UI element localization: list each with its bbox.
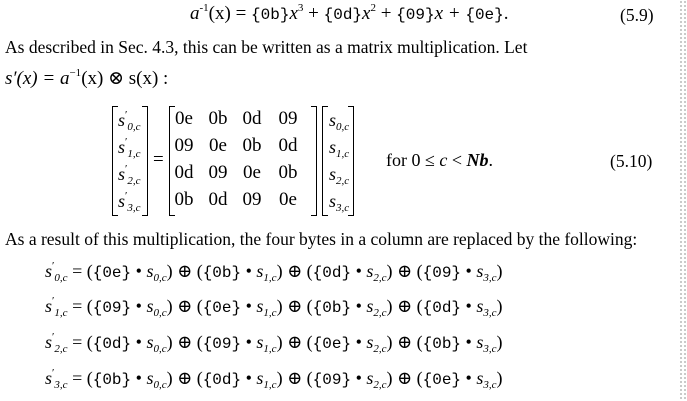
state-symbol: s [366,296,374,316]
lhs-vector-right-bracket [142,106,148,216]
matrix-cell: 0e [175,108,193,129]
open-paren: ( [86,261,93,281]
coefficient: {0b} [92,371,132,389]
eq59-plus-1: + [308,3,319,24]
result-equals: = [72,368,83,388]
close-paren: ) [166,368,173,388]
open-paren: ( [196,332,203,352]
result-lhs-prime: ′ [52,331,55,343]
open-paren: ( [416,368,423,388]
paragraph-matrix-intro: As described in Sec. 4.3, this can be written as a matrix multiplication. Let [5,37,528,57]
multiply-bullet: • [135,332,142,352]
xor-operator: ⊕ [397,296,413,316]
page-edge-dots [679,0,687,401]
eq59-x3: x [289,3,298,24]
close-paren: ) [166,296,173,316]
close-paren: ) [166,332,173,352]
state-subscript: 0,c [153,343,167,355]
coefficient: {09} [202,335,242,353]
multiply-bullet: • [245,261,252,281]
eq59-lhs-arg: (x) = [208,3,247,24]
close-paren: ) [386,261,393,281]
eq59-exp2: 2 [370,2,376,14]
eq59-coef-0: {0e} [465,6,504,24]
close-paren: ) [276,332,283,352]
open-paren: ( [196,261,203,281]
lhs-vector-entry: $s'_{3,c}$ [118,190,141,214]
result-lhs-prime: ′ [52,367,55,379]
rhs-vector-entry: $s_{3,c}$ [329,191,350,214]
xor-operator: ⊕ [287,332,303,352]
state-symbol: s [146,332,154,352]
state-symbol: s [476,296,484,316]
result-lhs-sub: 1,c [54,307,68,319]
eq59-coef-1: {09} [396,6,435,24]
eq59-x1: x + [434,3,461,24]
multiply-bullet: • [245,332,252,352]
lhs-vector-entry: $s'_{2,c}$ [118,163,141,187]
multiply-bullet: • [245,296,252,316]
matrix-cell: 0d [208,189,228,210]
xor-operator: ⊕ [287,261,303,281]
state-subscript: 2,c [373,272,387,284]
let-equation [5,67,168,90]
state-symbol: s [146,368,154,388]
close-paren: ) [496,296,503,316]
matrix-cell: 0b [278,162,298,183]
multiply-bullet: • [465,261,472,281]
state-subscript: 1,c [263,379,277,391]
rhs-vector-left-bracket [322,106,328,216]
state-symbol: s [476,368,484,388]
matrix-cell: 0b [174,189,194,210]
state-symbol: s [366,332,374,352]
matrix-equals-sign: = [153,149,164,170]
state-subscript: 2,c [373,307,387,319]
eq59-x2: x [362,3,371,24]
multiply-bullet: • [135,368,142,388]
open-paren: ( [416,332,423,352]
xor-operator: ⊕ [287,368,303,388]
coefficient: {0b} [422,335,462,353]
state-symbol: s [256,332,264,352]
open-paren: ( [416,296,423,316]
eq59-a-sup: -1 [199,2,209,14]
let-eq-sup: −1 [69,67,82,79]
state-symbol: s [256,261,264,281]
state-subscript: 3,c [483,343,497,355]
rhs-vector-entry: $s_{2,c}$ [329,164,350,187]
result-lhs-s: s [45,368,53,388]
let-eq-rest: (x) ⊗ s(x) : [81,68,169,89]
eq59-number: (5.9) [620,5,654,25]
state-symbol: s [256,368,264,388]
state-subscript: 3,c [483,379,497,391]
close-paren: ) [496,368,503,388]
coefficient: {0b} [312,299,352,317]
state-subscript: 1,c [263,307,277,319]
open-paren: ( [306,296,313,316]
multiply-bullet: • [135,296,142,316]
eq510-number: (5.10) [610,151,653,171]
result-line [45,296,503,317]
close-paren: ) [276,261,283,281]
coefficient: {0d} [92,335,132,353]
matrix-cell: 09 [208,162,228,183]
state-subscript: 3,c [483,272,497,284]
close-paren: ) [386,296,393,316]
result-lhs-s: s [45,296,53,316]
close-paren: ) [276,368,283,388]
multiply-bullet: • [245,368,252,388]
result-line [45,332,503,353]
state-subscript: 0,c [153,272,167,284]
result-lhs-prime: ′ [52,260,55,272]
matrix-condition: for 0 ≤ c < Nb. [386,150,494,170]
matrix-cell: 0b [242,135,262,156]
close-paren: ) [496,261,503,281]
state-subscript: 1,c [263,272,277,284]
state-symbol: s [476,261,484,281]
result-line [45,261,503,282]
matrix-cell: 0e [209,135,227,156]
multiply-bullet: • [465,296,472,316]
coefficient: {09} [92,299,132,317]
coefficient: {0e} [422,371,462,389]
coefficient: {0e} [312,335,352,353]
multiply-bullet: • [465,332,472,352]
state-subscript: 3,c [483,307,497,319]
result-lhs-sub: 3,c [54,379,68,391]
multiply-bullet: • [465,368,472,388]
xor-operator: ⊕ [397,261,413,281]
matrix-cell: 0d [242,108,262,129]
result-equals: = [72,261,83,281]
matrix-cell: 0e [279,189,297,210]
xor-operator: ⊕ [177,368,193,388]
coefficient: {0b} [202,264,242,282]
state-subscript: 1,c [263,343,277,355]
state-symbol: s [256,296,264,316]
coefficient: {09} [422,264,462,282]
state-subscript: 0,c [153,307,167,319]
multiply-bullet: • [355,296,362,316]
open-paren: ( [86,296,93,316]
coefficient: {0e} [202,299,242,317]
state-symbol: s [146,261,154,281]
rhs-vector-entry: $s_{1,c}$ [329,137,350,160]
open-paren: ( [416,261,423,281]
result-lhs-s: s [45,332,53,352]
matrix-cell: 0e [243,162,261,183]
open-paren: ( [196,296,203,316]
result-equals: = [72,332,83,352]
matrix-cell: 09 [242,189,262,210]
xor-operator: ⊕ [397,332,413,352]
result-lhs-prime: ′ [52,295,55,307]
multiply-bullet: • [355,332,362,352]
state-symbol: s [366,261,374,281]
close-paren: ) [386,368,393,388]
matrix-cell: 09 [278,108,298,129]
result-equals: = [72,296,83,316]
eq59-coef-2: {0d} [323,6,363,24]
eq59-period: . [503,3,509,24]
matrix-right-bracket [311,106,317,216]
state-subscript: 0,c [153,379,167,391]
eq59-a: a [190,3,200,24]
xor-operator: ⊕ [177,261,193,281]
close-paren: ) [166,261,173,281]
open-paren: ( [306,332,313,352]
open-paren: ( [86,332,93,352]
xor-operator: ⊕ [177,332,193,352]
xor-operator: ⊕ [177,296,193,316]
eq59-coef-3: {0b} [251,6,290,24]
coefficient: {0e} [92,264,132,282]
result-lhs-sub: 0,c [54,272,68,284]
multiply-bullet: • [135,261,142,281]
eq59-plus-2: + [380,3,392,24]
matrix-cell: 0b [208,108,228,129]
result-line [45,368,503,389]
open-paren: ( [86,368,93,388]
matrix-cell: 0d [278,135,298,156]
multiply-bullet: • [355,261,362,281]
coefficient: {09} [312,371,352,389]
close-paren: ) [496,332,503,352]
paragraph-result-intro: As a result of this multiplication, the four bytes in a column are replaced by the following: [5,229,638,249]
result-lhs-s: s [45,261,53,281]
state-symbol: s [146,296,154,316]
let-eq-lhs: s′(x) = a [5,68,70,89]
matrix-cell: 09 [174,135,194,156]
open-paren: ( [306,261,313,281]
eq59-exp3: 3 [297,2,304,14]
lhs-vector-entry: $s'_{0,c}$ [118,109,141,133]
state-symbol: s [476,332,484,352]
close-paren: ) [276,296,283,316]
close-paren: ) [386,332,393,352]
state-subscript: 2,c [373,343,387,355]
open-paren: ( [306,368,313,388]
equation-5-9 [190,3,509,25]
matrix-cell: 0d [174,162,194,183]
state-symbol: s [366,368,374,388]
coefficient: {0d} [202,371,242,389]
lhs-vector-entry: $s'_{1,c}$ [118,136,141,160]
state-subscript: 2,c [373,379,387,391]
rhs-vector-entry: $s_{0,c}$ [329,110,350,133]
coefficient: {0d} [422,299,462,317]
result-lhs-sub: 2,c [54,343,68,355]
xor-operator: ⊕ [397,368,413,388]
xor-operator: ⊕ [287,296,303,316]
coefficient: {0d} [312,264,352,282]
open-paren: ( [196,368,203,388]
multiply-bullet: • [355,368,362,388]
